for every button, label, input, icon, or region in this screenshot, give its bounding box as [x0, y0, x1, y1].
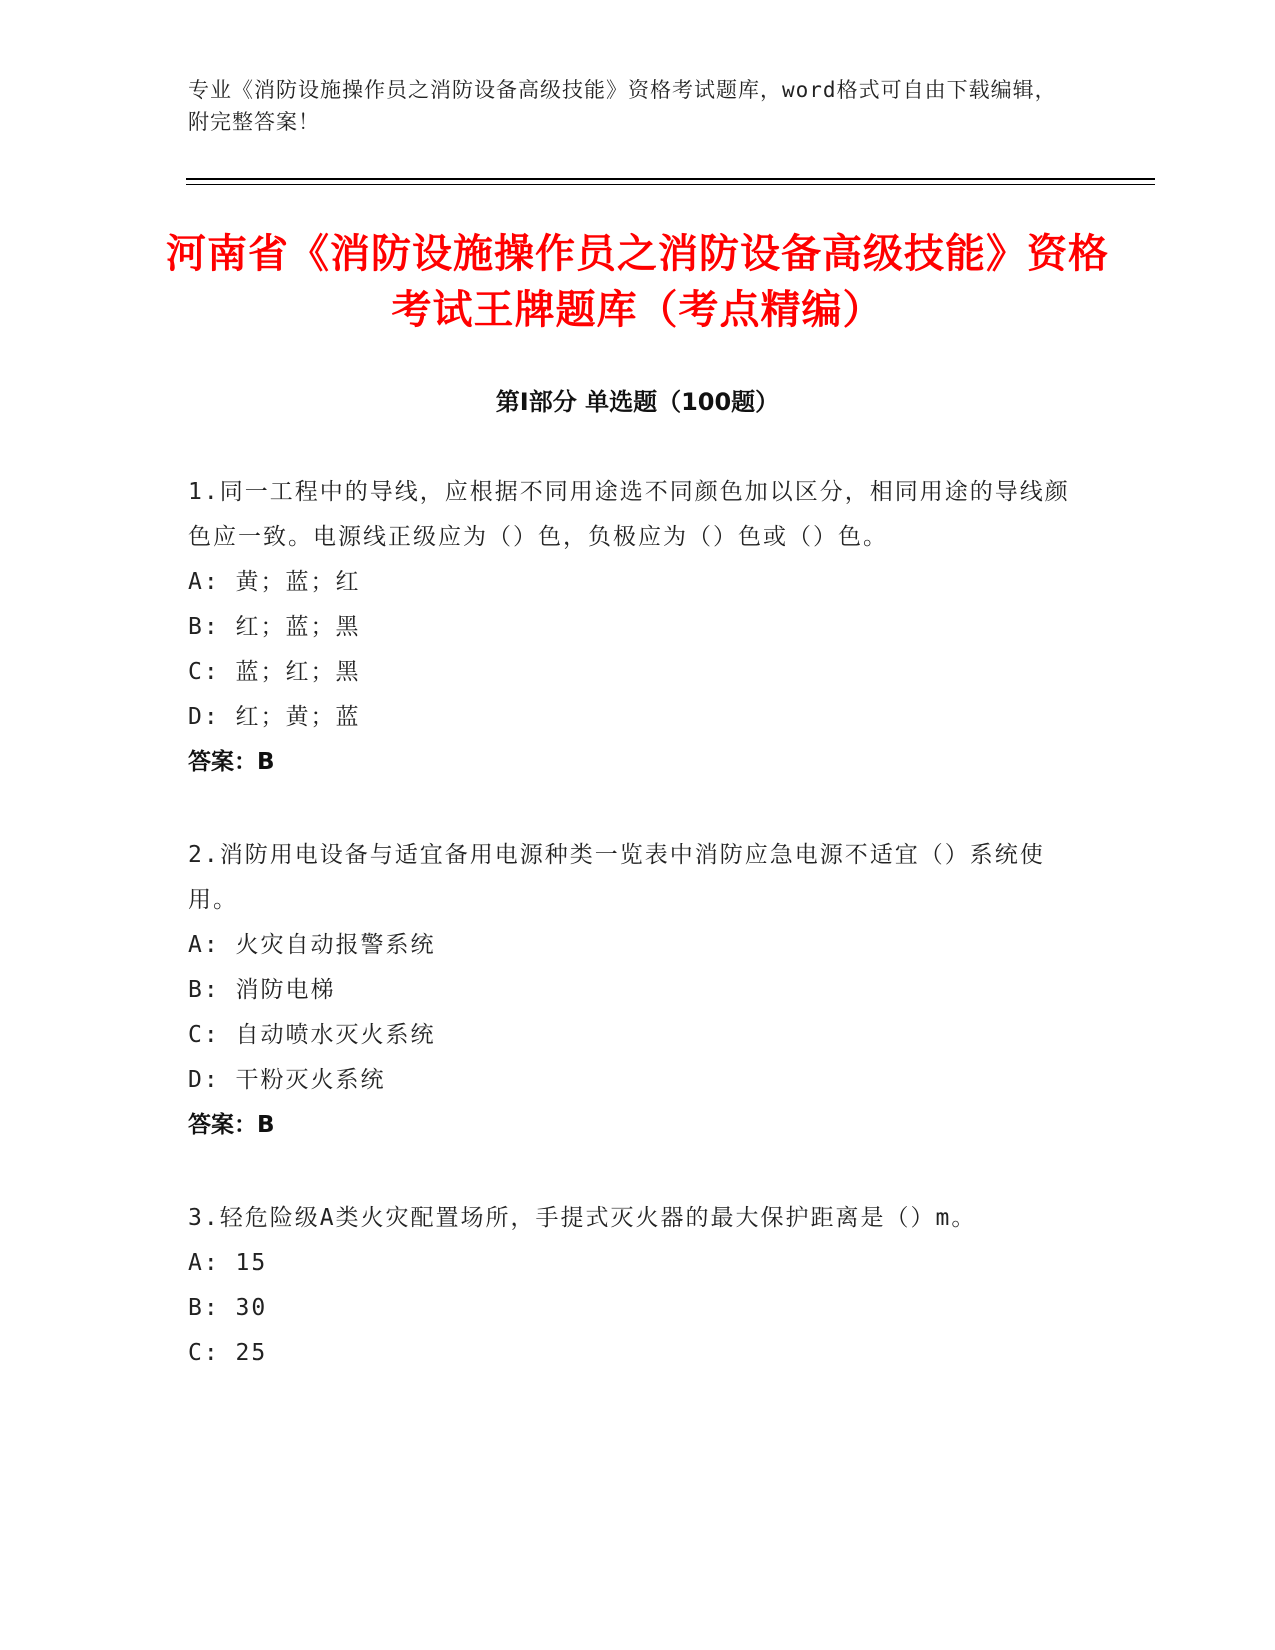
option-c: C: 蓝；红；黑 — [188, 659, 361, 685]
option-d: D: 干粉灭火系统 — [188, 1067, 386, 1093]
option-c: C: 自动喷水灭火系统 — [188, 1022, 436, 1048]
header-note: 专业《消防设施操作员之消防设备高级技能》资格考试题库，word格式可自由下载编辑，附完整答案！ — [188, 78, 1057, 134]
document-title: 河南省《消防设施操作员之消防设备高级技能》资格考试王牌题库（考点精编） — [166, 231, 1109, 333]
option-b: B: 红；蓝；黑 — [188, 614, 361, 640]
option-c: C: 25 — [188, 1340, 268, 1366]
question-2 — [188, 833, 1078, 1148]
question-stem: 3.轻危险级A类火灾配置场所，手提式灭火器的最大保护距离是（）m。 — [188, 1205, 977, 1231]
option-a: A: 15 — [188, 1250, 268, 1276]
answer-line: 答案：B — [188, 749, 275, 775]
option-a: A: 火灾自动报警系统 — [188, 932, 436, 958]
option-d: D: 红；黄；蓝 — [188, 704, 361, 730]
question-stem: 1.同一工程中的导线，应根据不同用途选不同颜色加以区分，相同用途的导线颜色应一致。电源线正级应为（）色，负极应为（）色或（）色。 — [188, 479, 1070, 550]
answer-line: 答案：B — [188, 1112, 275, 1138]
option-b: B: 消防电梯 — [188, 977, 336, 1003]
question-stem: 2.消防用电设备与适宜备用电源种类一览表中消防应急电源不适宜（）系统使用。 — [188, 842, 1045, 913]
question-list — [188, 470, 1078, 1424]
option-a: A: 黄；蓝；红 — [188, 569, 361, 595]
question-1 — [188, 470, 1078, 785]
header-divider-thick — [186, 178, 1155, 180]
section-heading: 第Ⅰ部分 单选题（100题） — [495, 388, 780, 416]
header-divider-thin — [186, 184, 1155, 185]
question-3 — [188, 1196, 1078, 1376]
option-b: B: 30 — [188, 1295, 268, 1321]
